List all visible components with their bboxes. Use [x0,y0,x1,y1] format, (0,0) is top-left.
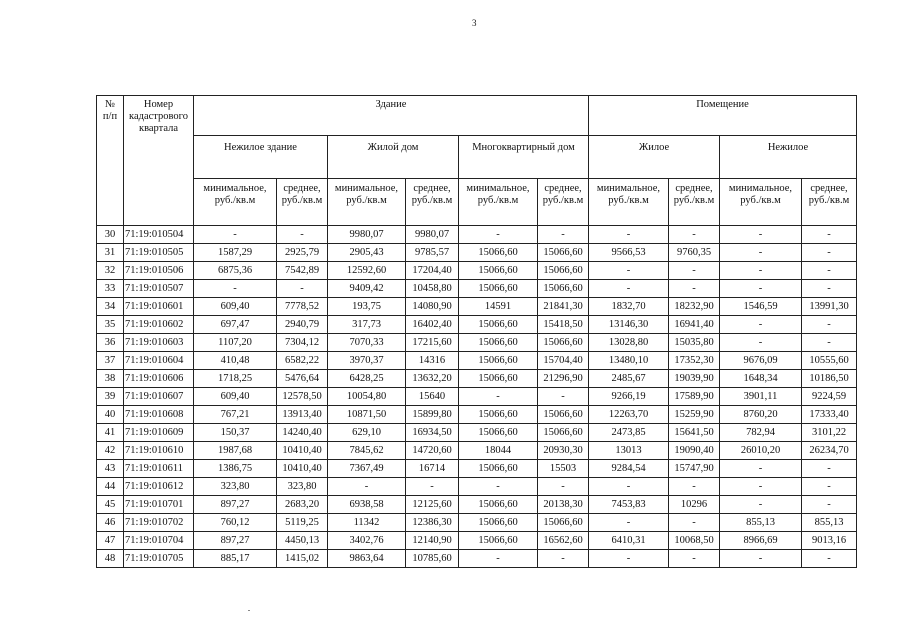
value-cell: 15066,60 [459,514,538,532]
value-cell: - [802,280,857,298]
header-min: минимальное, руб./кв.м [459,179,538,226]
value-cell: 6875,36 [194,262,277,280]
table-row [97,460,857,478]
value-cell: 10871,50 [328,406,406,424]
value-cell: - [720,280,802,298]
value-cell: 10068,50 [669,532,720,550]
value-cell: 12140,90 [406,532,459,550]
value-cell: - [802,262,857,280]
row-number-cell: 38 [97,370,124,388]
value-cell: - [194,226,277,244]
value-cell: 7304,12 [277,334,328,352]
header-apartment-building: Многоквартирный дом [459,136,589,179]
value-cell: - [720,334,802,352]
page-number: 3 [472,18,477,28]
value-cell: - [720,262,802,280]
value-cell: 323,80 [277,478,328,496]
value-cell: 15066,60 [459,496,538,514]
value-cell: 1832,70 [589,298,669,316]
table-row [97,478,857,496]
value-cell: 609,40 [194,388,277,406]
cadastral-number-cell: 71:19:010506 [124,262,194,280]
value-cell: 2485,67 [589,370,669,388]
table-row [97,244,857,262]
header-building [194,96,589,136]
header-num-label: № п/п [102,99,118,122]
value-cell: 15066,60 [538,244,589,262]
table-row [97,532,857,550]
value-cell: 885,17 [194,550,277,568]
value-cell: 13632,20 [406,370,459,388]
cadastral-number-cell: 71:19:010607 [124,388,194,406]
value-cell: - [802,226,857,244]
row-number-cell: 43 [97,460,124,478]
value-cell: 9409,42 [328,280,406,298]
value-cell: 897,27 [194,496,277,514]
value-cell: 11342 [328,514,406,532]
value-cell: 1987,68 [194,442,277,460]
cadastral-number-cell: 71:19:010606 [124,370,194,388]
value-cell: 20138,30 [538,496,589,514]
value-cell: - [589,226,669,244]
value-cell: 1107,20 [194,334,277,352]
value-cell: 629,10 [328,424,406,442]
value-cell: 17204,40 [406,262,459,280]
cadastral-number-cell: 71:19:010611 [124,460,194,478]
value-cell: - [589,514,669,532]
cadastral-number-cell: 71:19:010505 [124,244,194,262]
value-cell: 15066,60 [538,280,589,298]
header-nonresidential: Нежилое [720,136,857,179]
cadastral-number-cell: 71:19:010610 [124,442,194,460]
header-premises-label: Помещение [696,99,749,110]
value-cell: 13913,40 [277,406,328,424]
table-row [97,550,857,568]
row-number-cell: 46 [97,514,124,532]
value-cell: - [277,226,328,244]
value-cell: 6428,25 [328,370,406,388]
row-number-cell: 32 [97,262,124,280]
value-cell: - [669,550,720,568]
value-cell: 1718,25 [194,370,277,388]
value-cell: - [589,478,669,496]
value-cell: - [277,280,328,298]
value-cell: 897,27 [194,532,277,550]
value-cell: - [538,388,589,406]
table-row [97,316,857,334]
value-cell: - [802,244,857,262]
table-row [97,388,857,406]
value-cell: 15066,60 [459,262,538,280]
value-cell: 6938,58 [328,496,406,514]
value-cell: - [538,478,589,496]
header-avg: среднее, руб./кв.м [277,179,328,226]
value-cell: 609,40 [194,298,277,316]
table-row [97,352,857,370]
value-cell: 3970,37 [328,352,406,370]
header-avg: среднее, руб./кв.м [669,179,720,226]
value-cell: 15640 [406,388,459,406]
header-min: минимальное, руб./кв.м [194,179,277,226]
value-cell: - [720,244,802,262]
row-number-cell: 48 [97,550,124,568]
value-cell: 15704,40 [538,352,589,370]
value-cell: 15066,60 [459,352,538,370]
value-cell: 7453,83 [589,496,669,514]
value-cell: 15641,50 [669,424,720,442]
value-cell: 15066,60 [538,334,589,352]
cadastral-number-cell: 71:19:010702 [124,514,194,532]
value-cell: 13013 [589,442,669,460]
cadastral-number-cell: 71:19:010602 [124,316,194,334]
value-cell: 5119,25 [277,514,328,532]
value-cell: 1648,34 [720,370,802,388]
cadastral-number-cell: 71:19:010608 [124,406,194,424]
cadastral-number-cell: 71:19:010704 [124,532,194,550]
value-cell: 855,13 [720,514,802,532]
value-cell: 6410,31 [589,532,669,550]
value-cell: - [194,280,277,298]
value-cell: - [720,226,802,244]
value-cell: 1415,02 [277,550,328,568]
value-cell: 2925,79 [277,244,328,262]
header-house: Жилой дом [328,136,459,179]
value-cell: - [720,316,802,334]
value-cell: 2683,20 [277,496,328,514]
value-cell: 15066,60 [459,244,538,262]
value-cell: 19039,90 [669,370,720,388]
value-cell: - [802,496,857,514]
cadastral-number-cell: 71:19:010705 [124,550,194,568]
header-nonres-building: Нежилое здание [194,136,328,179]
value-cell: 7778,52 [277,298,328,316]
value-cell: 10054,80 [328,388,406,406]
value-cell: 15066,60 [538,262,589,280]
table-row [97,262,857,280]
value-cell: - [328,478,406,496]
value-cell: 150,37 [194,424,277,442]
value-cell: - [669,280,720,298]
value-cell: 767,21 [194,406,277,424]
value-cell: 10458,80 [406,280,459,298]
row-number-cell: 47 [97,532,124,550]
value-cell: - [669,262,720,280]
value-cell: 9676,09 [720,352,802,370]
value-cell: 14080,90 [406,298,459,316]
value-cell: 17215,60 [406,334,459,352]
value-cell: 2905,43 [328,244,406,262]
header-premises [589,96,857,136]
row-number-cell: 36 [97,334,124,352]
value-cell: - [802,478,857,496]
row-number-cell: 30 [97,226,124,244]
value-cell: 782,94 [720,424,802,442]
value-cell: 10410,40 [277,460,328,478]
value-cell: 14316 [406,352,459,370]
row-number-cell: 40 [97,406,124,424]
value-cell: 7542,89 [277,262,328,280]
value-cell: 12386,30 [406,514,459,532]
cadastral-number-cell: 71:19:010701 [124,496,194,514]
value-cell: 10186,50 [802,370,857,388]
value-cell: 855,13 [802,514,857,532]
header-min: минимальное, руб./кв.м [589,179,669,226]
value-cell: 10555,60 [802,352,857,370]
value-cell: - [802,460,857,478]
value-cell: 15066,60 [459,460,538,478]
value-cell: 9980,07 [328,226,406,244]
table-row [97,514,857,532]
value-cell: 697,47 [194,316,277,334]
value-cell: - [720,550,802,568]
value-cell: 16562,60 [538,532,589,550]
value-cell: 21296,90 [538,370,589,388]
table-row [97,406,857,424]
cadastral-value-table [96,95,857,568]
cadastral-number-cell: 71:19:010601 [124,298,194,316]
value-cell: 12592,60 [328,262,406,280]
value-cell: - [720,460,802,478]
value-cell: - [669,226,720,244]
row-number-cell: 42 [97,442,124,460]
value-cell: - [459,388,538,406]
value-cell: 15259,90 [669,406,720,424]
value-cell: 410,48 [194,352,277,370]
value-cell: 1587,29 [194,244,277,262]
value-cell: 9224,59 [802,388,857,406]
row-number-cell: 31 [97,244,124,262]
value-cell: 15035,80 [669,334,720,352]
value-cell: 15066,60 [538,406,589,424]
value-cell: 3901,11 [720,388,802,406]
value-cell: 9566,53 [589,244,669,262]
value-cell: 10296 [669,496,720,514]
value-cell: 8760,20 [720,406,802,424]
value-cell: 16714 [406,460,459,478]
row-number-cell: 39 [97,388,124,406]
value-cell: 1546,59 [720,298,802,316]
value-cell: 15066,60 [459,406,538,424]
header-num [97,96,124,226]
value-cell: 12125,60 [406,496,459,514]
value-cell: 3101,22 [802,424,857,442]
value-cell: 14591 [459,298,538,316]
value-cell: 193,75 [328,298,406,316]
value-cell: 8966,69 [720,532,802,550]
row-number-cell: 45 [97,496,124,514]
value-cell: - [802,550,857,568]
value-cell: - [720,478,802,496]
value-cell: 12263,70 [589,406,669,424]
value-cell: 14240,40 [277,424,328,442]
value-cell: 5476,64 [277,370,328,388]
value-cell: - [406,478,459,496]
value-cell: 12578,50 [277,388,328,406]
value-cell: - [459,550,538,568]
value-cell: 7070,33 [328,334,406,352]
table-row [97,280,857,298]
header-min: минимальное, руб./кв.м [328,179,406,226]
value-cell: 9980,07 [406,226,459,244]
value-cell: 20930,30 [538,442,589,460]
cadastral-number-cell: 71:19:010507 [124,280,194,298]
value-cell: 16934,50 [406,424,459,442]
value-cell: - [459,478,538,496]
header-avg: среднее, руб./кв.м [802,179,857,226]
value-cell: - [802,334,857,352]
value-cell: 17589,90 [669,388,720,406]
table-row [97,424,857,442]
value-cell: 9013,16 [802,532,857,550]
value-cell: 2940,79 [277,316,328,334]
value-cell: - [802,316,857,334]
value-cell: 13480,10 [589,352,669,370]
value-cell: - [459,226,538,244]
value-cell: 15066,60 [459,334,538,352]
value-cell: 10785,60 [406,550,459,568]
value-cell: 18232,90 [669,298,720,316]
header-cadastral [124,96,194,226]
value-cell: 317,73 [328,316,406,334]
value-cell: 9284,54 [589,460,669,478]
header-avg: среднее, руб./кв.м [538,179,589,226]
table-row [97,442,857,460]
value-cell: 15899,80 [406,406,459,424]
value-cell: 15066,60 [459,316,538,334]
cadastral-number-cell: 71:19:010612 [124,478,194,496]
cadastral-number-cell: 71:19:010504 [124,226,194,244]
value-cell: 26010,20 [720,442,802,460]
value-cell: 323,80 [194,478,277,496]
value-cell: 9760,35 [669,244,720,262]
header-building-label: Здание [375,99,407,110]
value-cell: 13146,30 [589,316,669,334]
value-cell: 10410,40 [277,442,328,460]
row-number-cell: 44 [97,478,124,496]
row-number-cell: 37 [97,352,124,370]
value-cell: - [720,496,802,514]
header-min: минимальное, руб./кв.м [720,179,802,226]
value-cell: - [669,514,720,532]
value-cell: 15066,60 [538,424,589,442]
value-cell: 760,12 [194,514,277,532]
cadastral-number-cell: 71:19:010609 [124,424,194,442]
value-cell: 6582,22 [277,352,328,370]
value-cell: 3402,76 [328,532,406,550]
cadastral-number-cell: 71:19:010604 [124,352,194,370]
value-cell: 1386,75 [194,460,277,478]
row-number-cell: 35 [97,316,124,334]
value-cell: 26234,70 [802,442,857,460]
value-cell: - [589,550,669,568]
value-cell: 19090,40 [669,442,720,460]
value-cell: 16941,40 [669,316,720,334]
value-cell: - [589,280,669,298]
scan-speck [248,610,250,611]
value-cell: - [538,226,589,244]
table-row [97,370,857,388]
value-cell: 15418,50 [538,316,589,334]
value-cell: 17352,30 [669,352,720,370]
value-cell: 17333,40 [802,406,857,424]
value-cell: 7367,49 [328,460,406,478]
value-cell: 14720,60 [406,442,459,460]
value-cell: - [669,478,720,496]
value-cell: 15066,60 [459,532,538,550]
value-cell: 15066,60 [459,424,538,442]
value-cell: - [538,550,589,568]
value-cell: 9785,57 [406,244,459,262]
value-cell: 13028,80 [589,334,669,352]
value-cell: 15066,60 [538,514,589,532]
row-number-cell: 33 [97,280,124,298]
value-cell: 15747,90 [669,460,720,478]
value-cell: 16402,40 [406,316,459,334]
value-cell: 2473,85 [589,424,669,442]
row-number-cell: 41 [97,424,124,442]
value-cell: 15503 [538,460,589,478]
value-cell: 7845,62 [328,442,406,460]
table-row [97,496,857,514]
value-cell: 9863,64 [328,550,406,568]
value-cell: 9266,19 [589,388,669,406]
value-cell: - [589,262,669,280]
cadastral-number-cell: 71:19:010603 [124,334,194,352]
table-body [97,226,857,568]
value-cell: 15066,60 [459,370,538,388]
value-cell: 15066,60 [459,280,538,298]
table-row [97,334,857,352]
header-residential: Жилое [589,136,720,179]
value-cell: 18044 [459,442,538,460]
table-row [97,298,857,316]
header-cadastral-label: Номер кадастрового квартала [129,99,188,134]
table-row [97,226,857,244]
header-avg: среднее, руб./кв.м [406,179,459,226]
value-cell: 4450,13 [277,532,328,550]
row-number-cell: 34 [97,298,124,316]
value-cell: 13991,30 [802,298,857,316]
value-cell: 21841,30 [538,298,589,316]
